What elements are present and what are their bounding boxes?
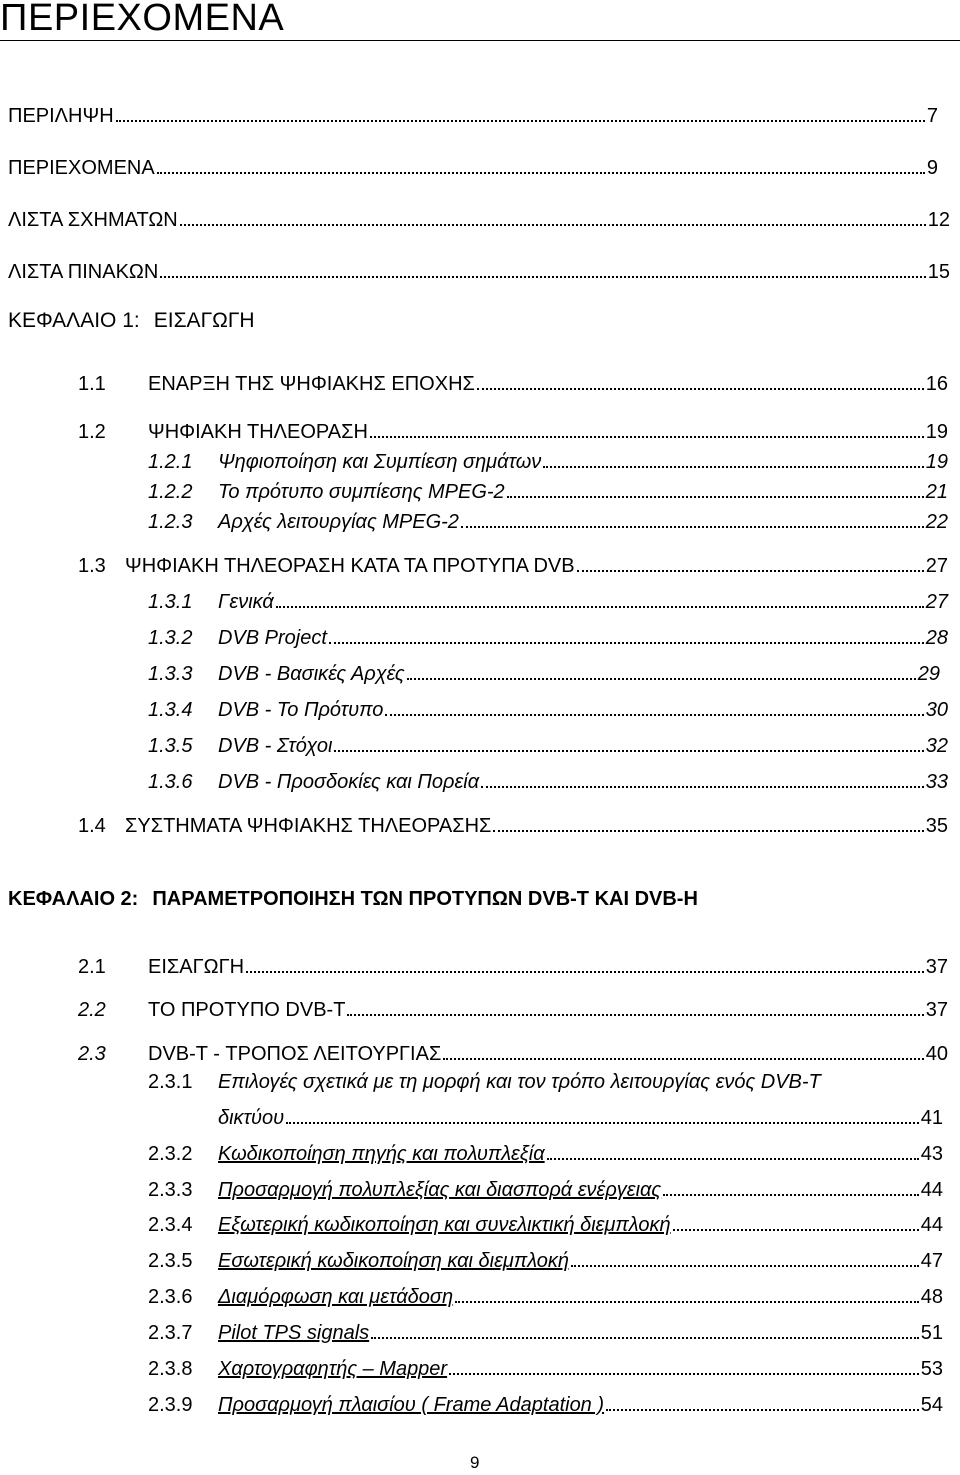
toc-entry-number: 2.2 (78, 999, 106, 1021)
toc-entry[interactable] (148, 509, 948, 535)
toc-entry-number: 1.2.2 (148, 481, 193, 503)
dot-leader (477, 388, 924, 390)
toc-entry-number: 1.3.3 (148, 663, 193, 685)
toc-entry[interactable] (78, 813, 948, 839)
dot-leader (371, 1337, 919, 1339)
toc-entry-page: 19 (925, 421, 948, 443)
toc-entry-multiline[interactable] (148, 1069, 948, 1095)
toc-entry[interactable] (148, 589, 948, 615)
toc-entry[interactable] (148, 1356, 943, 1382)
toc-entry-page: 30 (925, 699, 948, 721)
toc-entry-number: 2.3 (78, 1043, 106, 1065)
toc-entry-number: 2.3.5 (148, 1250, 193, 1272)
toc-entry-contents[interactable] (8, 155, 938, 181)
toc-entry-page: 51 (920, 1322, 943, 1344)
toc-entry[interactable] (148, 1392, 943, 1418)
dot-leader (286, 1122, 919, 1124)
toc-entry-page: 27 (925, 555, 948, 577)
toc-entry-title: Pilot TPS signals (218, 1322, 370, 1344)
toc-entry-title: ΨΗΦΙΑΚΗ ΤΗΛΕΟΡΑΣΗ ΚΑΤΑ ΤΑ ΠΡΟΤΥΠΑ DVB (125, 555, 575, 577)
toc-entry-title: Κωδικοποίηση πηγής και πολυπλεξία (218, 1143, 545, 1165)
toc-entry-number: 2.3.4 (148, 1214, 193, 1236)
dot-leader (329, 642, 924, 644)
dot-leader (543, 466, 923, 468)
dot-leader (443, 1058, 923, 1060)
toc-entry[interactable] (78, 419, 948, 445)
toc-entry-title-continued: δικτύου (218, 1107, 285, 1129)
toc-entry-number: 2.3.3 (148, 1179, 193, 1201)
dot-leader (157, 172, 925, 174)
page-title: ΠΕΡΙΕΧΟΜΕΝΑ (0, 0, 285, 39)
toc-entry-page: 16 (925, 373, 948, 395)
toc-entry-number: 1.2.3 (148, 511, 193, 533)
toc-entry-number: 1.2 (78, 421, 106, 443)
toc-entry[interactable] (78, 553, 948, 579)
toc-entry-page: 53 (920, 1358, 943, 1380)
toc-entry[interactable] (148, 1141, 943, 1167)
dot-leader (407, 678, 916, 680)
dot-leader (507, 496, 924, 498)
toc-entry[interactable] (148, 625, 948, 651)
toc-entry-title: ΠΕΡΙΕΧΟΜΕΝΑ (8, 157, 155, 179)
toc-entry[interactable] (148, 1177, 943, 1203)
toc-entry-page: 41 (920, 1107, 943, 1129)
toc-entry-title: ΛΙΣΤΑ ΠΙΝΑΚΩΝ (8, 261, 159, 283)
toc-entry[interactable] (148, 769, 948, 795)
toc-entry-title: Χαρτογραφητής – Mapper (218, 1358, 448, 1380)
toc-entry-title: ΕΙΣΑΓΩΓΗ (148, 956, 245, 978)
toc-entry-page: 32 (925, 735, 948, 757)
chapter-label: ΚΕΦΑΛΑΙΟ 2: (8, 888, 139, 910)
toc-entry-page: 44 (920, 1179, 943, 1201)
toc-entry-title: ΕΝΑΡΞΗ ΤΗΣ ΨΗΦΙΑΚΗΣ ΕΠΟΧΗΣ (148, 373, 475, 395)
toc-entry-title: Εξωτερική κωδικοποίηση και συνελικτική διεμπλοκή (218, 1214, 671, 1236)
toc-entry-number: 1.4 (78, 815, 106, 837)
toc-entry-number: 2.3.6 (148, 1286, 193, 1308)
toc-entry[interactable] (148, 1284, 943, 1310)
toc-entry-page: 35 (925, 815, 948, 837)
toc-entry-figures[interactable] (8, 207, 950, 233)
toc-entry[interactable] (78, 371, 948, 397)
toc-entry-number: 2.3.7 (148, 1322, 193, 1344)
toc-entry-number: 1.2.1 (148, 451, 193, 473)
toc-entry-number: 1.3.5 (148, 735, 193, 757)
toc-entry-number: 1.3.1 (148, 591, 193, 613)
toc-entry-tables[interactable] (8, 259, 950, 285)
toc-entry[interactable] (78, 997, 948, 1023)
toc-entry-title: Αρχές λειτουργίας MPEG-2 (218, 511, 459, 533)
toc-entry-number: 2.3.8 (148, 1358, 193, 1380)
toc-entry-title: DVB Project (218, 627, 327, 649)
toc-entry-number: 2.3.2 (148, 1143, 193, 1165)
toc-entry-page: 33 (925, 771, 948, 793)
dot-leader (571, 1265, 919, 1267)
toc-entry-page: 27 (925, 591, 948, 613)
toc-entry-page: 54 (920, 1394, 943, 1416)
chapter-name: ΕΙΣΑΓΩΓΗ (153, 309, 255, 332)
toc-entry-number: 1.1 (78, 373, 106, 395)
dot-leader (449, 1373, 919, 1375)
dot-leader (370, 436, 924, 438)
dot-leader (180, 224, 926, 226)
toc-entry-title: DVB - Βασικές Αρχές (218, 663, 405, 685)
toc-entry[interactable] (78, 954, 948, 980)
dot-leader (577, 570, 924, 572)
toc-entry-title: ΨΗΦΙΑΚΗ ΤΗΛΕΟΡΑΣΗ (148, 421, 368, 443)
dot-leader (663, 1194, 919, 1196)
toc-entry-title: DVB - Προσδοκίες και Πορεία (218, 771, 480, 793)
toc-entry-page: 47 (920, 1250, 943, 1272)
toc-entry-page: 43 (920, 1143, 943, 1165)
dot-leader (606, 1409, 919, 1411)
toc-entry-number: 1.3 (78, 555, 106, 577)
toc-entry-page: 21 (925, 481, 948, 503)
toc-entry[interactable] (148, 449, 948, 475)
dot-leader (547, 1158, 919, 1160)
toc-entry-number: 2.1 (78, 956, 106, 978)
toc-entry-title: Επιλογές σχετικά με τη μορφή και τον τρόπο λειτουργίας ενός DVB-T (218, 1071, 821, 1093)
dot-leader (246, 971, 924, 973)
toc-entry-page: 44 (920, 1214, 943, 1236)
toc-entry-page: 9 (926, 157, 938, 179)
toc-entry-page: 48 (920, 1286, 943, 1308)
toc-entry-page: 37 (925, 999, 948, 1021)
page-number: 9 (470, 1453, 480, 1472)
toc-entry-page: 12 (927, 209, 950, 231)
dot-leader (385, 714, 923, 716)
toc-entry-page: 22 (925, 511, 948, 533)
toc-entry-title: DVB-T - ΤΡΟΠΟΣ ΛΕΙΤΟΥΡΓΙΑΣ (148, 1043, 442, 1065)
dot-leader (673, 1229, 919, 1231)
toc-entry-page: 29 (917, 663, 940, 685)
dot-leader (160, 276, 925, 278)
chapter-2-heading[interactable] (8, 886, 698, 912)
title-rule (0, 40, 960, 41)
toc-entry[interactable] (148, 1212, 943, 1238)
toc-entry[interactable] (148, 479, 948, 505)
toc-entry-title: ΤΟ ΠΡΟΤΥΠΟ DVB-T (148, 999, 346, 1021)
toc-entry[interactable] (78, 1041, 948, 1067)
toc-entry-page: 19 (925, 451, 948, 473)
toc-entry-title: Γενικά (218, 591, 274, 613)
toc-entry-number: 2.3.9 (148, 1394, 193, 1416)
dot-leader (481, 786, 924, 788)
toc-entry-number: 1.3.2 (148, 627, 193, 649)
dot-leader (276, 606, 924, 608)
toc-entry-page: 28 (925, 627, 948, 649)
toc-entry-title: DVB - Στόχοι (218, 735, 333, 757)
chapter-name: ΠΑΡΑΜΕΤΡΟΠΟΙΗΣΗ ΤΩΝ ΠΡΟΤΥΠΩΝ DVB-T ΚΑΙ DVB-H (152, 888, 698, 910)
toc-entry[interactable] (148, 697, 948, 723)
toc-entry[interactable] (148, 733, 948, 759)
toc-entry-title: ΠΕΡΙΛΗΨΗ (8, 105, 114, 127)
toc-entry[interactable] (148, 661, 940, 687)
dot-leader (455, 1301, 919, 1303)
dot-leader (461, 526, 924, 528)
toc-entry-number: 1.3.4 (148, 699, 193, 721)
toc-entry-page: 7 (926, 105, 938, 127)
toc-entry-title: Προσαρμογή πολυπλεξίας και διασπορά ενέργειας (218, 1179, 662, 1201)
toc-entry-title: Εσωτερική κωδικοποίηση και διεμπλοκή (218, 1250, 570, 1272)
toc-entry-title: ΣΥΣΤΗΜΑΤΑ ΨΗΦΙΑΚΗΣ ΤΗΛΕΟΡΑΣΗΣ (125, 815, 492, 837)
dot-leader (334, 750, 923, 752)
toc-entry-title: Ψηφιοποίηση και Συμπίεση σημάτων (218, 451, 542, 473)
toc-entry-title: Διαμόρφωση και μετάδοση (218, 1286, 454, 1308)
toc-entry-page: 15 (927, 261, 950, 283)
dot-leader (493, 830, 923, 832)
toc-entry-summary[interactable] (8, 103, 938, 129)
toc-entry[interactable] (148, 1248, 943, 1274)
chapter-1-heading[interactable] (8, 308, 255, 334)
toc-entry-title: DVB - Το Πρότυπο (218, 699, 384, 721)
toc-entry-title: Προσαρμογή πλαισίου ( Frame Adaptation ) (218, 1394, 605, 1416)
toc-entry[interactable] (148, 1320, 943, 1346)
toc-entry-number: 1.3.6 (148, 771, 193, 793)
chapter-label: ΚΕΦΑΛΑΙΟ 1: (8, 309, 140, 332)
dot-leader (116, 120, 925, 122)
toc-entry-number: 2.3.1 (148, 1071, 193, 1093)
toc-entry-title: ΛΙΣΤΑ ΣΧΗΜΑΤΩΝ (8, 209, 178, 231)
toc-entry-continuation[interactable] (218, 1105, 943, 1131)
toc-entry-page: 40 (925, 1043, 948, 1065)
dot-leader (347, 1014, 923, 1016)
toc-entry-title: Το πρότυπο συμπίεσης MPEG-2 (218, 481, 505, 503)
toc-entry-page: 37 (925, 956, 948, 978)
